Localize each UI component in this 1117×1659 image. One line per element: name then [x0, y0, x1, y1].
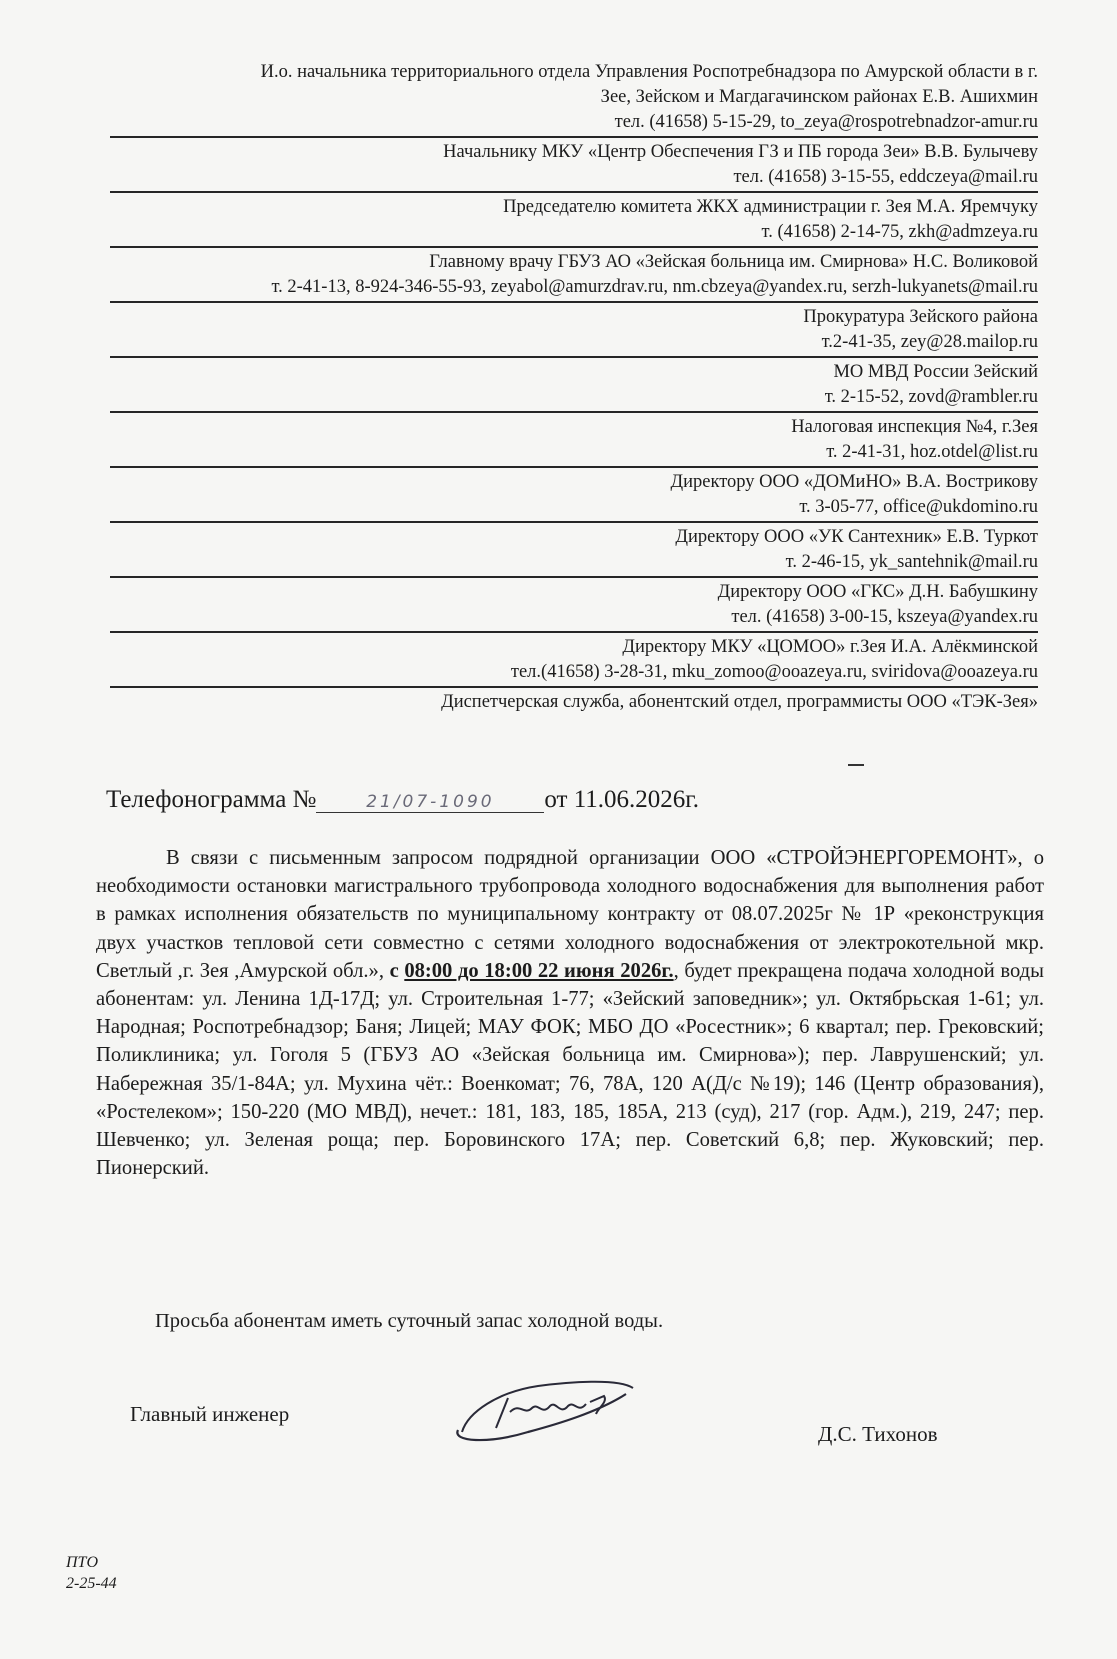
recipient-block: [110, 140, 1038, 193]
request-line: Просьба абонентам иметь суточный запас холодной воды.: [155, 1310, 664, 1332]
recipient-line: т. 3-05-77, office@ukdomino.ru: [799, 497, 1038, 517]
recipient-line: Начальнику МКУ «Центр Обеспечения ГЗ и ПБ города Зеи» В.В. Булычеву: [443, 142, 1038, 162]
recipient-block: [110, 690, 1038, 716]
recipient-line: Директору МКУ «ЦОМОО» г.Зея И.А. Алёкминской: [622, 637, 1038, 657]
recipient-line: Зее, Зейском и Магдагачинском районах Е.В. Ашихмин: [600, 87, 1038, 107]
recipient-line: Директору ООО «ГКС» Д.Н. Бабушкину: [717, 582, 1038, 602]
recipient-block: [110, 360, 1038, 413]
recipient-line: Прокуратура Зейского района: [803, 307, 1038, 327]
recipient-block: [110, 250, 1038, 303]
recipient-list: [110, 60, 1038, 718]
recipient-line: МО МВД России Зейский: [833, 362, 1038, 382]
recipient-block: [110, 305, 1038, 358]
department-name: ПТО: [66, 1554, 99, 1571]
signature-icon: [448, 1372, 648, 1452]
department-info: [66, 1552, 117, 1594]
recipient-line: т.2-41-35, zey@28.mailop.ru: [821, 332, 1038, 352]
signer-name: Д.С. Тихонов: [818, 1422, 938, 1446]
notice-time-range: 08:00 до 18:00 22 июня 2026г.: [404, 959, 674, 982]
recipient-block: [110, 60, 1038, 138]
recipient-line: т. 2-41-13, 8-924-346-55-93, zeyabol@amurzdrav.ru, nm.cbzeya@yandex.ru, serzh-lukyanets@mail.ru: [271, 277, 1038, 297]
recipient-block: [110, 415, 1038, 468]
notice-text: В связи с письменным запросом подрядной организации ООО «СТРОЙЭНЕРГОРЕМОНТ», о необходимости остановки магистрального трубопровода холодного водоснабжения для выполнения работ в рамках исполнения обязательств по муниципальному контракту от 08.07.2025г № 1Р «реконструкция двух участков тепловой сети совместно с сетями холодного водоснабжения от электрокотельной мкр. Светлый ,г. Зея ,Амурской обл.»,: [96, 847, 1044, 982]
recipient-block: [110, 470, 1038, 523]
recipient-block: [110, 635, 1038, 688]
recipient-line: тел. (41658) 5-15-29, to_zeya@rospotrebnadzor-amur.ru: [614, 112, 1038, 132]
recipient-block: [110, 580, 1038, 633]
notice-paragraph: [96, 844, 1044, 1182]
recipient-line: Директору ООО «УК Сантехник» Е.В. Туркот: [675, 527, 1038, 547]
notice-body: [96, 844, 1044, 1182]
recipient-line: Диспетчерская служба, абонентский отдел, программисты ООО «ТЭК-Зея»: [441, 692, 1038, 712]
recipient-line: тел. (41658) 3-00-15, kszeya@yandex.ru: [731, 607, 1038, 627]
signer-title: Главный инженер: [130, 1402, 290, 1426]
recipient-block: [110, 525, 1038, 578]
department-phone: 2-25-44: [66, 1575, 117, 1592]
recipient-line: т. 2-15-52, zovd@rambler.ru: [824, 387, 1038, 407]
recipient-line: Налоговая инспекция №4, г.Зея: [791, 417, 1038, 437]
recipient-block: [110, 195, 1038, 248]
notice-time-prefix: с: [389, 959, 405, 982]
recipient-line: Главному врачу ГБУЗ АО «Зейская больница им. Смирнова» Н.С. Воликовой: [429, 252, 1038, 272]
recipient-line: И.о. начальника территориального отдела Управления Роспотребнадзора по Амурской области в г.: [260, 62, 1038, 82]
stray-mark: [848, 764, 864, 766]
recipient-line: тел. (41658) 3-15-55, eddczeya@mail.ru: [733, 167, 1038, 187]
document-title: [106, 786, 699, 814]
recipient-line: Председателю комитета ЖКХ администрации г. Зея М.А. Яремчуку: [503, 197, 1038, 217]
recipient-line: тел.(41658) 3-28-31, mku_zomoo@ooazeya.ru, sviridova@ooazeya.ru: [510, 662, 1038, 682]
recipient-line: Директору ООО «ДОМиНО» В.А. Вострикову: [670, 472, 1038, 492]
notice-text-continued: , будет прекращена подача холодной воды абонентам: ул. Ленина 1Д-17Д; ул. Строительная 1-77; «Зейский заповедник»; ул. Октябрьская 1-61; ул. Народная; Роспотребнадзор; Баня; Лицей; МАУ ФОК; МБО ДО «Росестник»; 6 квартал; пер. Грековский; Поликлиника; ул. Гоголя 5 (ГБУЗ АО «Зейская больница им. Смирнова»); пер. Лаврушенский; ул. Набережная 35/1-84А; ул. Мухина чёт.: Военкомат; 76, 78А, 120 А(Д/с №19); 146 (Центр образования), «Ростелеком»; 150-220 (МО МВД), нечет.: 181, 183, 185, 185А, 213 (суд), 217 (гор. Адм.), 219, 247; пер. Шевченко; ул. Зеленая роща; пер. Боровинского 17А; пер. Советский 6,8; пер. Жуковский; пер. Пионерский.: [96, 959, 1044, 1180]
telephonogram-date: от 11.06.2026г.: [544, 786, 699, 813]
recipient-line: т. (41658) 2-14-75, zkh@admzeya.ru: [761, 222, 1038, 242]
title-label: Телефонограмма №: [106, 786, 317, 813]
telephonogram-number: 21/07-1090: [316, 792, 544, 813]
recipient-line: т. 2-41-31, hoz.otdel@list.ru: [826, 442, 1038, 462]
recipient-line: т. 2-46-15, yk_santehnik@mail.ru: [785, 552, 1038, 572]
